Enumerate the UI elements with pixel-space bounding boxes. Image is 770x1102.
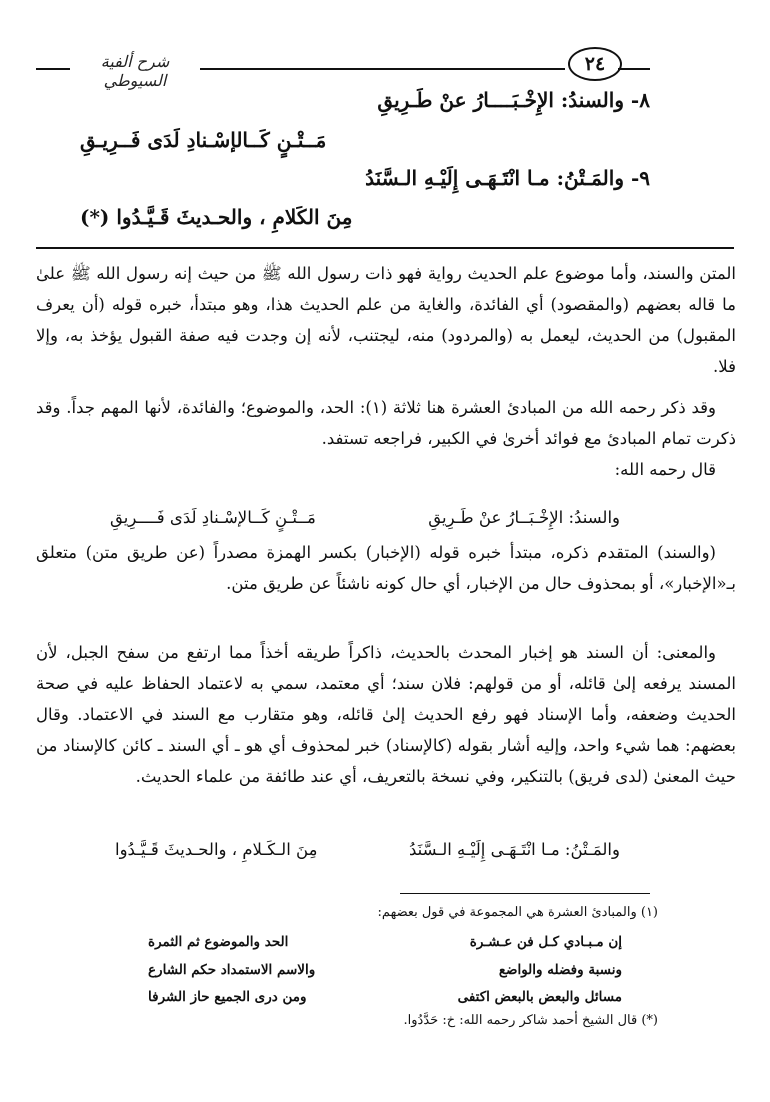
paragraph-text: وقد ذكر رحمه الله من المبادئ العشرة هنا ثلاثة (١): الحد، والموضوع؛ والفائدة، لأنها المهم جداً. وقد ذكرت تمام المبادئ مع فوائد أخرىٰ في الكبير، فراجعه تستفد. (36, 398, 736, 448)
quoted-verse-hemistich: مِنَ الـكَـلامِ ، والحـديثَ قَـيَّـدُوا (115, 840, 318, 859)
commentary-paragraph (36, 537, 736, 599)
page-number: ٢٤ (568, 47, 622, 81)
paragraph-text: (والسند) المتقدم ذكره، مبتدأ خبره قوله (الإخبار) بكسر الهمزة مصدراً (عن طريق متن) متعلق بـ«الإخبار»، أو بمحذوف حال من الإخبار، أي حال كونه ناشئاً عن طريق متن. (36, 543, 736, 593)
verse-8-first-hemistich: ٨- والسندُ: الإِخْـبَــــارُ عنْ طَـرِيقِ (377, 88, 650, 112)
commentary-paragraph (36, 637, 736, 792)
verse-8-second-hemistich: مَــتْـنٍ كَــالإسْـنادِ لَدَى فَــرِيـقِ (80, 128, 327, 152)
footnote-verse: ومن درى الجميع حاز الشرفا (148, 989, 307, 1005)
verse-separator-rule (36, 247, 734, 249)
commentary-paragraph (36, 258, 736, 382)
footnote-verse: والاسم الاستمداد حكم الشارع (148, 962, 316, 978)
quoted-verse-hemistich: والسندُ: الإِخْـبَــارُ عنْ طَـرِيقِ (428, 508, 620, 527)
header-rule-middle (200, 68, 565, 70)
header-rule-right (618, 68, 650, 70)
header-rule-left (36, 68, 70, 70)
footnote-star: (*) قال الشيخ أحمد شاكر رحمه الله: خ: حَدَّدُوا. (403, 1013, 658, 1028)
footnote-verse: مسائل والبعض بالبعض اكتفى (457, 989, 622, 1005)
footnote-verse: الحد والموضوع ثم الثمرة (148, 934, 289, 950)
footnote-rule (400, 893, 650, 894)
running-title: شرح ألفية السيوطي (100, 52, 170, 90)
paragraph-text: المتن والسند، وأما موضوع علم الحديث رواية فهو ذات رسول الله ﷺ من حيث إنه رسول الله ﷺ علىٰ ما قاله بعضهم (والمقصود) أي الفائدة، والغاية من علم الحديث هذا، وهو مبتدأ، خبره قوله (أن يعرف المقبول) من الحديث، ليعمل به (والمردود) منه، ليجتنب، لأنه إن وجدت فيه صفة القبول يؤخذ به، وإلا فلا. (36, 264, 736, 376)
footnote-1-intro: (١) والمبادئ العشرة هي المجموعة في قول بعضهم: (377, 905, 658, 920)
verse-9-second-hemistich: مِنَ الكَلامِ ، والحـديثَ قَـيَّـدُوا (*) (80, 205, 353, 229)
footnote-verse: إن مـبـادي كـل فن عـشـرة (469, 934, 622, 950)
commentary-paragraph (36, 392, 736, 485)
quoted-verse-hemistich: والمَـتْنُ: مـا انْتَـهَـى إِلَيْـهِ الـسَّنَدُ (409, 840, 620, 859)
quoted-verse-hemistich: مَــتْـنٍ كَــالإسْـنادِ لَدَى فَــــرِيقِ (110, 508, 316, 527)
footnote-verse: ونسبة وفضله والواضع (498, 962, 622, 978)
verse-9-first-hemistich: ٩- والمَـتْنُ: مـا انْتَـهَـى إِلَيْـهِ الـسَّنَدُ (365, 166, 650, 190)
qal-line: قال رحمه الله: (614, 460, 716, 479)
paragraph-text: والمعنى: أن السند هو إخبار المحدث بالحديث، ذاكراً طريقه أخذاً مما ارتفع من سفح الجبل، لأن المسند يرفعه إلىٰ قائله، أو من قولهم: فلان سند؛ أي معتمد، سمي به لاعتماد الحفاظ عليه في صحة الحديث وضعفه، وأما الإسناد فهو رفع الحديث إلىٰ قائله، وهو متقارب مع السند في الاعتماد. وقال بعضهم: هما شيء واحد، وإليه أشار بقوله (كالإسناد) خبر لمحذوف أي هو ـ أي السند ـ كائن كالإسناد من حيث المعنىٰ (لدى فريق) بالتنكير، وفي نسخة بالتعريف، أي عند طائفة من علماء الحديث. (36, 643, 736, 786)
